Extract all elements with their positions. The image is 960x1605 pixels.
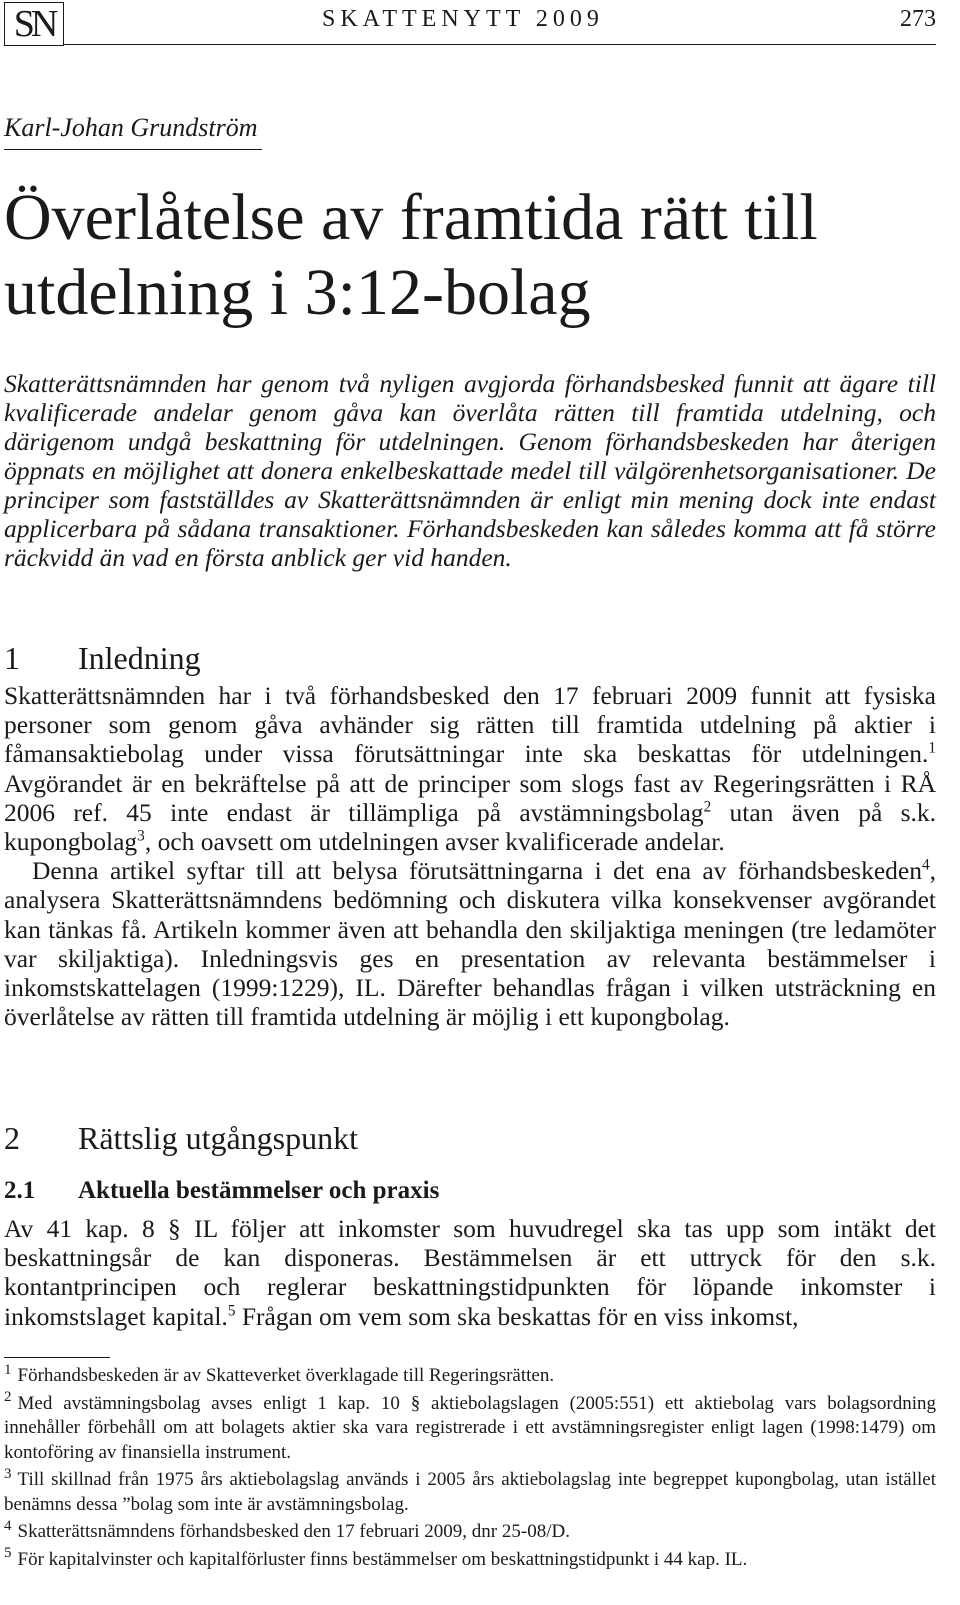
title-line-1: Överlåtelse av framtida rätt till [4, 181, 818, 254]
journal-logo: SN [4, 2, 64, 46]
article-title [4, 180, 818, 330]
section-2-1-title: Aktuella bestämmelser och praxis [78, 1177, 440, 1204]
section-2-1-number: 2.1 [4, 1177, 36, 1204]
running-header [4, 0, 936, 50]
section-1-heading [4, 640, 201, 676]
journal-name: SKATTENYTT 2009 [322, 6, 604, 32]
section-2-1-paragraph-1: Av 41 kap. 8 § IL följer att inkomster som huvudregel ska tas upp som intäkt det beskattningsår de kan disponeras. Bestämmelsen är ett uttryck för den s.k. kontantprincipen och reglerar beskattningstidpunkten för löpande inkomster i inkomstslaget kapital.$^5$ Frågan om vem som ska beskattas för en viss inkomst, [4, 1214, 936, 1331]
section-2-title: Rättslig utgångspunkt [78, 1120, 358, 1156]
footnote-4: $^4$ Skatterättsnämndens förhandsbesked den 17 februari 2009, dnr 25-08/D. [4, 1517, 570, 1542]
footnote-1: $^1$ Förhandsbeskeden är av Skatteverket överklagade till Regeringsrätten. [4, 1361, 555, 1386]
section-2-number: 2 [4, 1120, 20, 1156]
title-line-2: utdelning i 3:12-bolag [4, 256, 591, 329]
footnote-rule [4, 1357, 110, 1358]
author-name: Karl-Johan Grundström [4, 113, 258, 142]
footnote-3: $^3$ Till skillnad från 1975 års aktiebolagslag används i 2005 års aktiebolagslag inte begreppet kupongbolag, utan istället benämns dessa ”bolag som inte är avstämningsbolag. [4, 1465, 936, 1515]
footnote-ref-4[interactable]: 4 [921, 856, 930, 874]
footnotes [4, 1361, 936, 1575]
footnote-ref-2[interactable]: 2 [703, 798, 712, 816]
header-rule [64, 44, 936, 45]
footnote-ref-3[interactable]: 3 [137, 827, 145, 845]
page-number: 273 [900, 6, 936, 32]
footnote-2: $^2$ Med avstämningsbolag avses enligt 1 kap. 10 § aktiebolagslagen (2005:551) ett aktiebolag vars bolagsordning innehåller förbehåll om att bolagets aktier ska vara registrerade i ett avstämningsregister enligt lagen (1998:1479) om kontoföring av finansiella instrument. [4, 1389, 936, 1463]
section-1-body [4, 681, 936, 1031]
footnote-5: $^5$ För kapitalvinster och kapitalförluster finns bestämmelser om beskattningstidpunkt i 44 kap. IL. [4, 1545, 748, 1570]
section-2-heading [4, 1120, 358, 1156]
footnote-ref-1[interactable]: 1 [928, 739, 936, 757]
author-rule [4, 149, 262, 150]
footnote-ref-5[interactable]: 5 [227, 1302, 236, 1320]
section-2-1-heading [4, 1176, 439, 1206]
abstract: Skatterättsnämnden har genom två nyligen avgjorda förhandsbesked funnit att ägare till kvalificerade andelar genom gåva kan överlåta rätten till framtida utdelning, och därigenom undgå beskattning för utdelningen. Genom förhandsbeskeden har återigen öppnats en möjlighet att donera enkelbeskattade medel till välgörenhetsorganisationer. De principer som fastställdes av Skatterättsnämnden är enligt min mening dock inte endast applicerbara på sådana transaktioner. Förhandsbeskeden kan således komma att få större räckvidd än vad en första anblick ger vid handen. [4, 369, 936, 572]
article-page [4, 0, 936, 1605]
section-1-number: 1 [4, 640, 20, 676]
section-1-paragraph-1: Skatterättsnämnden har i två förhandsbesked den 17 februari 2009 funnit att fysiska personer som genom gåva avhänder sig rätten till framtida utdelning på aktier i fåmansaktiebolag under vissa förutsättningar inte ska beskattas för utdelningen.$^1$ Avgörandet är en bekräftelse på att de principer som slogs fast av Regeringsrätten i RÅ 2006 ref. 45 inte endast är tillämpliga på avstämningsbolag$^2$ utan även på s.k. kupongbolag$^3$, och oavsett om utdelningen avser kvalificerade andelar. [4, 681, 936, 857]
section-1-title: Inledning [78, 640, 201, 676]
section-1-paragraph-2: Denna artikel syftar till att belysa förutsättningarna i det ena av förhandsbeskeden$^4$, analysera Skatterättsnämndens bedömning och diskutera vilka konsekvenser avgörandet kan tänkas få. Artikeln kommer även att behandla den skiljaktiga meningen (tre ledamöter var skiljaktiga). Inledningsvis ges en presentation av relevanta bestämmelser i inkomstskattelagen (1999:1229), IL. Därefter behandlas frågan i vilken utsträckning en överlåtelse av rätten till framtida utdelning är möjlig i ett kupongbolag. [4, 856, 936, 1032]
section-2-1-body [4, 1214, 936, 1331]
